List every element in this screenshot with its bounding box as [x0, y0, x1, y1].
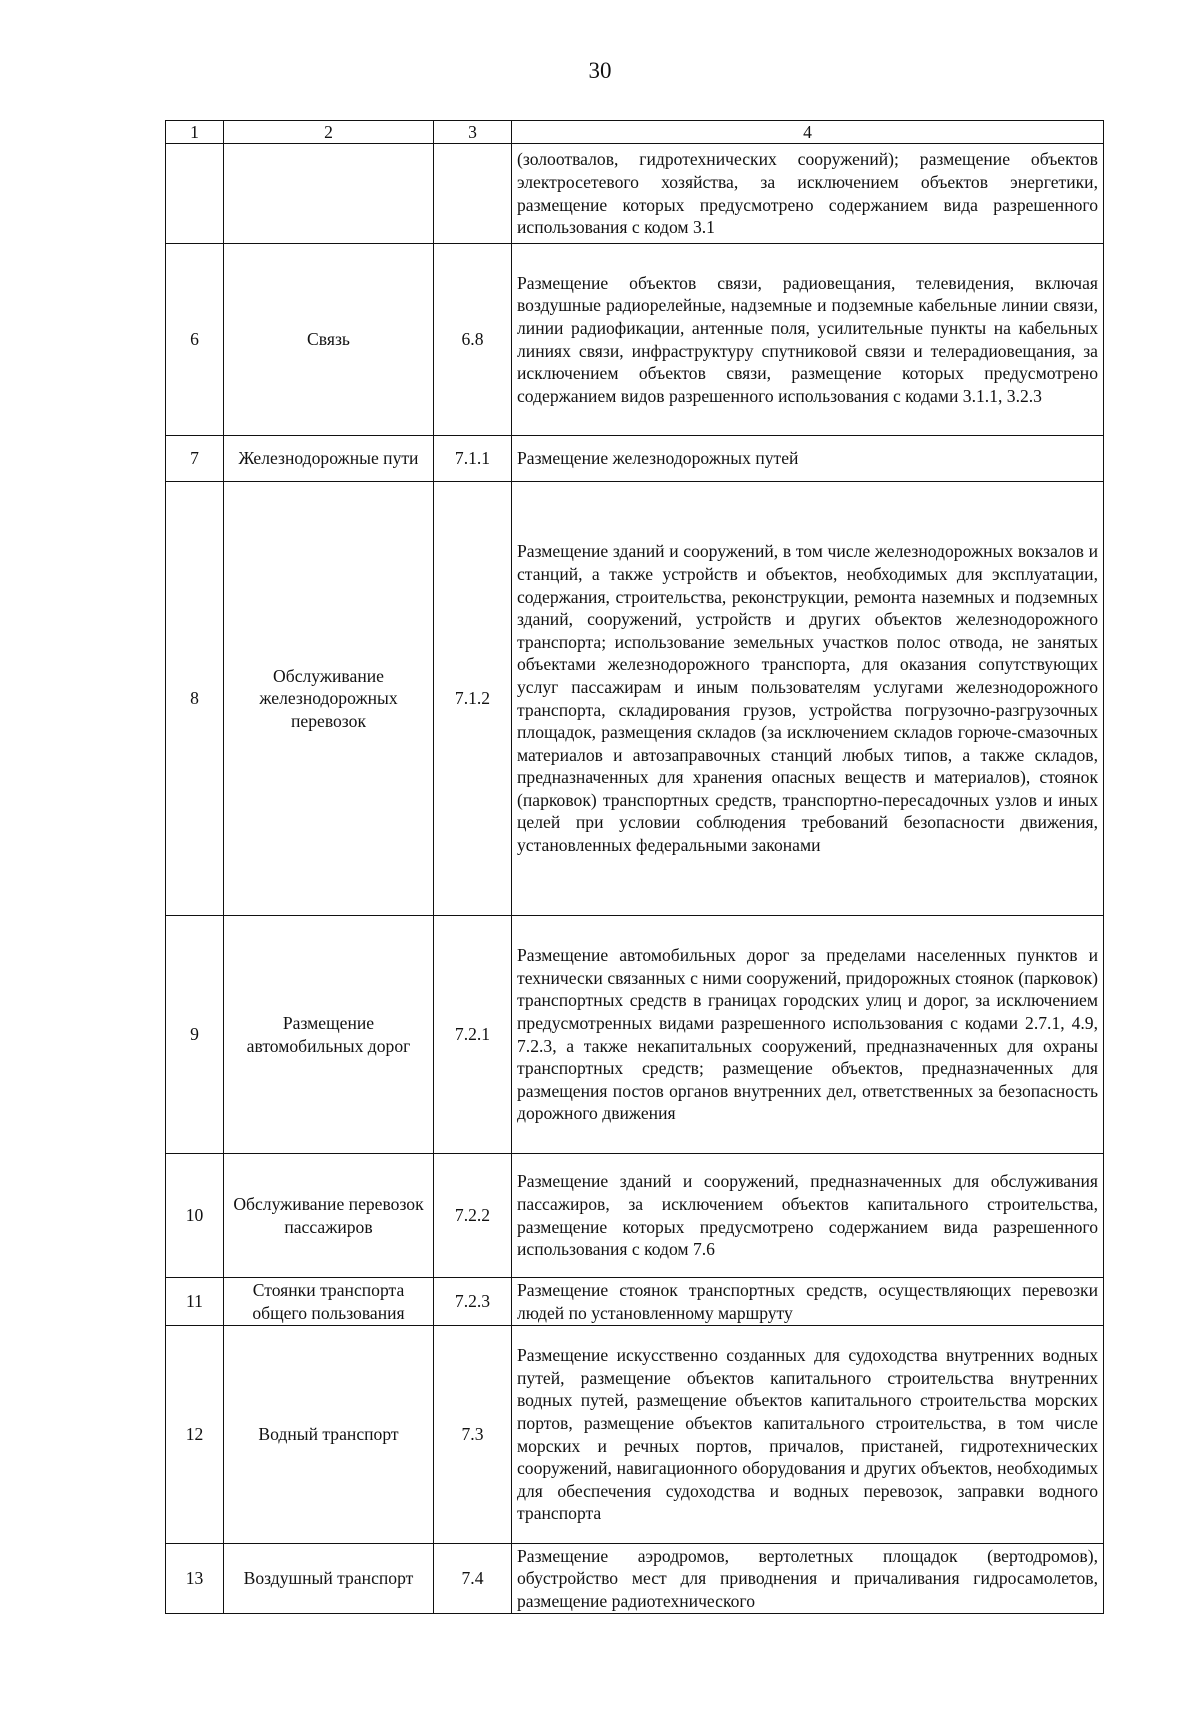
row-number: 8: [166, 482, 224, 916]
row-description: Размещение железнодорожных путей: [512, 436, 1104, 482]
row-code: 7.4: [434, 1544, 512, 1614]
row-number: 12: [166, 1326, 224, 1544]
row-code: 7.1.1: [434, 436, 512, 482]
row-name: Связь: [224, 244, 434, 436]
table-row: [166, 144, 1104, 244]
row-description: Размещение искусственно созданных для судоходства внутренних водных путей, размещение объектов капитального строительства внутренних водных путей, размещение объектов капитального строительства морских портов, размещение объектов капитального строительства, в том числе морских и речных портов, причалов, пристаней, гидротехнических сооружений, навигационного оборудования и других объектов, необходимых для обеспечения судоходства и водных перевозок, заправки водного транспорта: [512, 1326, 1104, 1544]
row-name: Обслуживание железнодорожных перевозок: [224, 482, 434, 916]
row-code: 7.2.2: [434, 1154, 512, 1278]
row-name: Воздушный транспорт: [224, 1544, 434, 1614]
row-name: Железнодорожные пути: [224, 436, 434, 482]
row-description: Размещение объектов связи, радиовещания, телевидения, включая воздушные радиорелейные, надземные и подземные кабельные линии связи, линии радиофикации, антенные поля, усилительные пункты на кабельных линиях связи, инфраструктуру спутниковой связи и телерадиовещания, за исключением объектов связи, размещение которых предусмотрено содержанием видов разрешенного использования с кодами 3.1.1, 3.2.3: [512, 244, 1104, 436]
row-number: 7: [166, 436, 224, 482]
row-name: Стоянки транспорта общего пользования: [224, 1278, 434, 1326]
land-use-table: [165, 120, 1104, 1614]
row-description: Размещение автомобильных дорог за пределами населенных пунктов и технически связанных с ними сооружений, придорожных стоянок (парковок) транспортных средств в границах городских улиц и дорог, за исключением предусмотренных видами разрешенного использования с кодами 2.7.1, 4.9, 7.2.3, а также некапитальных сооружений, предназначенных для охраны транспортных средств; размещение объектов, предназначенных для размещения постов органов внутренних дел, ответственных за безопасность дорожного движения: [512, 916, 1104, 1154]
row-name: Водный транспорт: [224, 1326, 434, 1544]
row-name: [224, 144, 434, 244]
row-description: Размещение зданий и сооружений, в том числе железнодорожных вокзалов и станций, а также устройств и объектов, необходимых для эксплуатации, содержания, строительства, реконструкции, ремонта наземных и подземных зданий, сооружений, устройств и других объектов железнодорожного транспорта; использование земельных участков полос отвода, не занятых объектами железнодорожного транспорта, для оказания сопутствующих услуг пассажирам и иным пользователям услугами железнодорожного транспорта, складирования грузов, устройства погрузочно-разгрузочных площадок, размещения складов (за исключением складов горюче-смазочных материалов и автозаправочных станций любых типов, а также складов, предназначенных для хранения опасных веществ и материалов), стоянок (парковок) транспортных средств, транспортно-пересадочных узлов и иных целей при условии соблюдения требований безопасности движения, установленных федеральными законами: [512, 482, 1104, 916]
header-col-2: 2: [224, 121, 434, 144]
table-row: [166, 916, 1104, 1154]
row-code: 6.8: [434, 244, 512, 436]
row-code: 7.3: [434, 1326, 512, 1544]
row-description: Размещение стоянок транспортных средств, осуществляющих перевозки людей по установленному маршруту: [512, 1278, 1104, 1326]
header-col-1: 1: [166, 121, 224, 144]
row-number: 9: [166, 916, 224, 1154]
row-number: 6: [166, 244, 224, 436]
table-row: [166, 1154, 1104, 1278]
row-code: 7.2.3: [434, 1278, 512, 1326]
row-code: [434, 144, 512, 244]
table-row: [166, 244, 1104, 436]
row-number: 11: [166, 1278, 224, 1326]
row-name: Размещение автомобильных дорог: [224, 916, 434, 1154]
row-number: 13: [166, 1544, 224, 1614]
table-header-row: [166, 121, 1104, 144]
table-row: [166, 482, 1104, 916]
row-number: 10: [166, 1154, 224, 1278]
row-number: [166, 144, 224, 244]
row-code: 7.1.2: [434, 482, 512, 916]
table-row: [166, 1544, 1104, 1614]
table-row: [166, 1278, 1104, 1326]
row-description: (золоотвалов, гидротехнических сооружений); размещение объектов электросетевого хозяйства, за исключением объектов энергетики, размещение которых предусмотрено содержанием вида разрешенного использования с кодом 3.1: [512, 144, 1104, 244]
row-code: 7.2.1: [434, 916, 512, 1154]
page-number: 30: [588, 58, 612, 83]
header-col-4: 4: [512, 121, 1104, 144]
header-col-3: 3: [434, 121, 512, 144]
table-row: [166, 1326, 1104, 1544]
row-description: Размещение зданий и сооружений, предназначенных для обслуживания пассажиров, за исключением объектов капитального строительства, размещение которых предусмотрено содержанием вида разрешенного использования с кодом 7.6: [512, 1154, 1104, 1278]
table-row: [166, 436, 1104, 482]
row-description: Размещение аэродромов, вертолетных площадок (вертодромов), обустройство мест для приводнения и причаливания гидросамолетов, размещение радиотехнического: [512, 1544, 1104, 1614]
row-name: Обслуживание перевозок пассажиров: [224, 1154, 434, 1278]
